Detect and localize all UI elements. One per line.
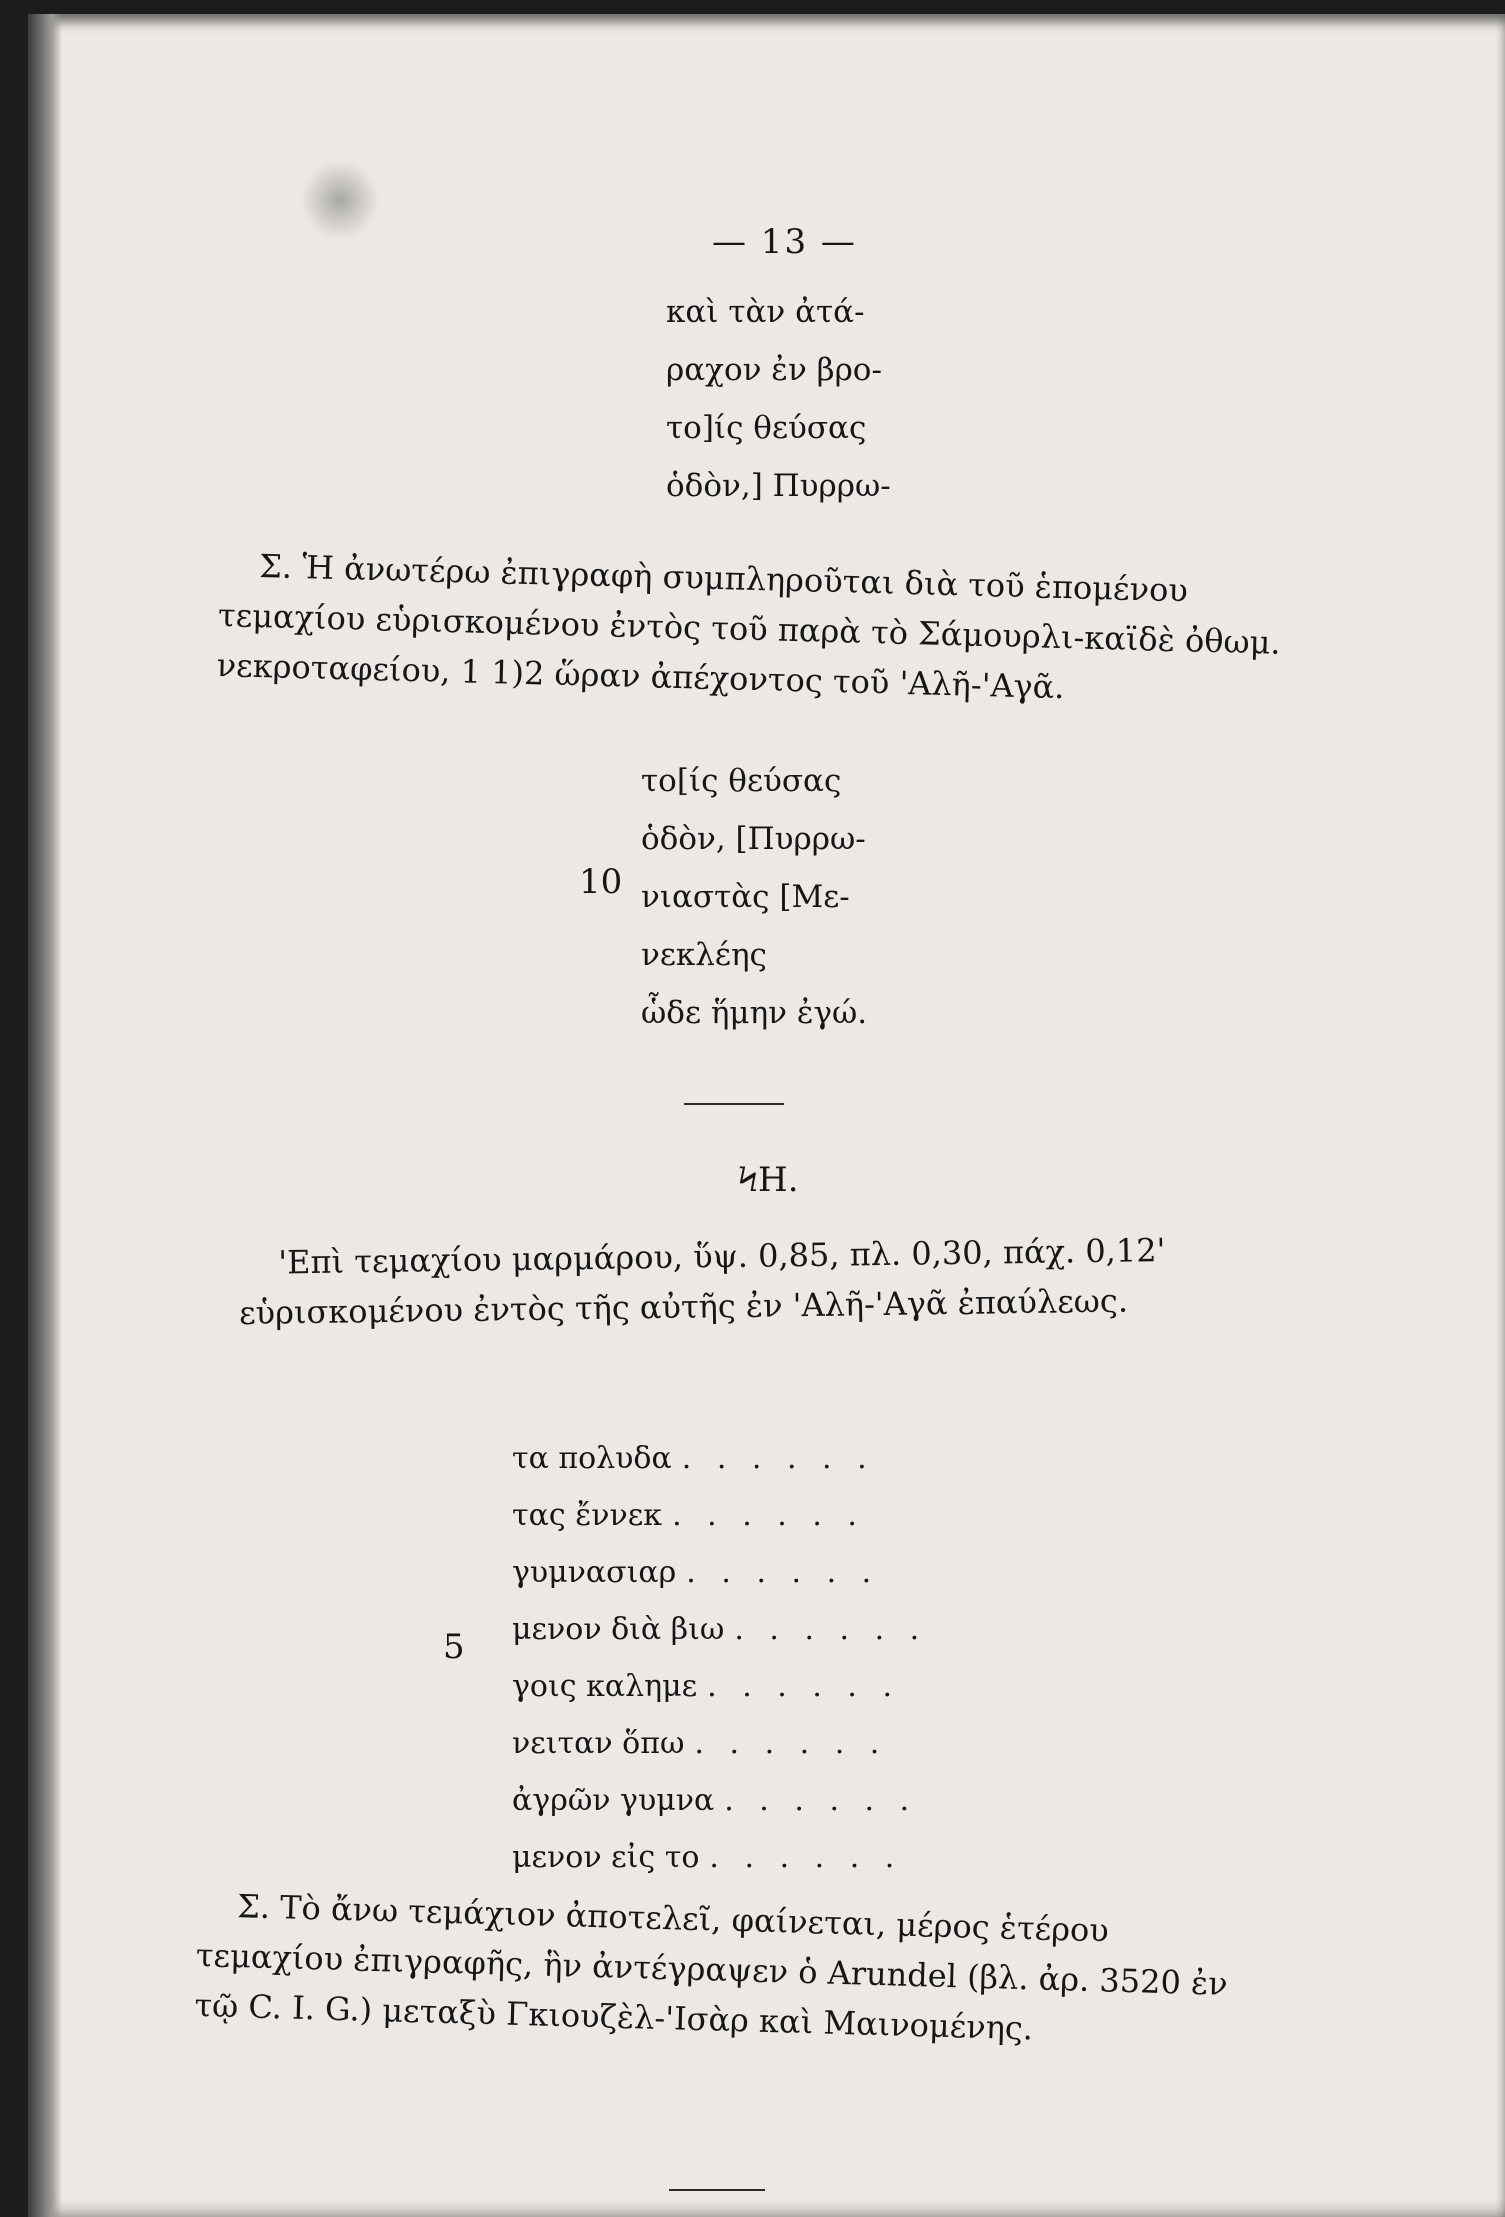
inscription-line: ὁδὸν, [Πυρρω- xyxy=(641,821,866,857)
inscription-line: το]ίς θεύσας xyxy=(666,410,867,446)
book-spine-shadow xyxy=(28,14,62,2217)
commentary-paragraph-1: Σ. Ἡ ἀνωτέρω ἐπιγραφὴ συμπληροῦται διὰ τοῦ ἑπομένου τεμαχίου εὑρισκομένου ἐντὸς τοῦ παρὰ τὸ Σάμουρλι-καϊδὲ ὀθωμ. νεκροταφείου, 1 1)2 ὥραν ἀπέχοντος τοῦ 'Αλῆ-'Αγᾶ. xyxy=(216,547,1282,707)
inscription-fragment-2 xyxy=(641,752,867,1042)
commentary-paragraph-2: Σ. Τὸ ἄνω τεμάχιον ἀποτελεῖ, φαίνεται, μέρος ἑτέρου τεμαχίου ἐπιγραφῆς, ἣν ἀντέγραψεν ὁ Arundel (βλ. ἀρ. 3520 ἐν τῷ C. I. G.) μεταξὺ Γκιουζὲλ-'Ισὰρ καὶ Μαινομένης. xyxy=(193,1887,1229,2048)
inscription-line: τας ἔννεκ . . . . . . xyxy=(512,1498,865,1533)
inscription-line: μενον εἰς το . . . . . . xyxy=(512,1840,903,1875)
inscription-line: ραχον ἐν βρο- xyxy=(666,352,882,388)
inscription-line: γοις καλημε . . . . . . xyxy=(512,1669,901,1704)
inscription-line: γυμνασιαρ . . . . . . xyxy=(512,1555,880,1590)
paper-stain xyxy=(300,160,380,240)
inscription-line: το[ίς θεύσας xyxy=(641,763,842,799)
line-number-5: 5 xyxy=(443,1627,465,1667)
inscription-line: ὁδὸν,] Πυρρω- xyxy=(666,468,891,504)
inscription-line: μενον διὰ βιω . . . . . . xyxy=(512,1612,928,1647)
inscription-line: νιαστὰς [Με- xyxy=(641,879,850,915)
description-paragraph: 'Επὶ τεμαχίου μαρμάρου, ὕψ. 0,85, πλ. 0,30, πάχ. 0,12' εὑρισκομένου ἐντὸς τῆς αὐτῆς ἐν 'Αλῆ-'Αγᾶ ἐπαύλεως. xyxy=(238,1231,1166,1332)
section-divider xyxy=(669,2189,765,2191)
inscription-line: νειταν ὅπω . . . . . . xyxy=(512,1726,888,1761)
inscription-line: ἀγρῶν γυμνα . . . . . . xyxy=(512,1783,918,1818)
inscription-line: ὧδε ἥμην ἐγώ. xyxy=(641,995,868,1031)
line-number-10: 10 xyxy=(579,862,623,902)
inscription-line: νεκλέης xyxy=(641,937,767,973)
inscription-fragment-1 xyxy=(666,283,891,515)
section-label: ϞΗ. xyxy=(738,1160,799,1200)
inscription-fragment-3 xyxy=(512,1430,927,1886)
page-number: — 13 — xyxy=(712,222,857,262)
inscription-line: τα πολυδα . . . . . . xyxy=(512,1441,875,1476)
inscription-line: καὶ τὰν ἀτά- xyxy=(666,294,865,330)
section-divider xyxy=(684,1103,784,1105)
